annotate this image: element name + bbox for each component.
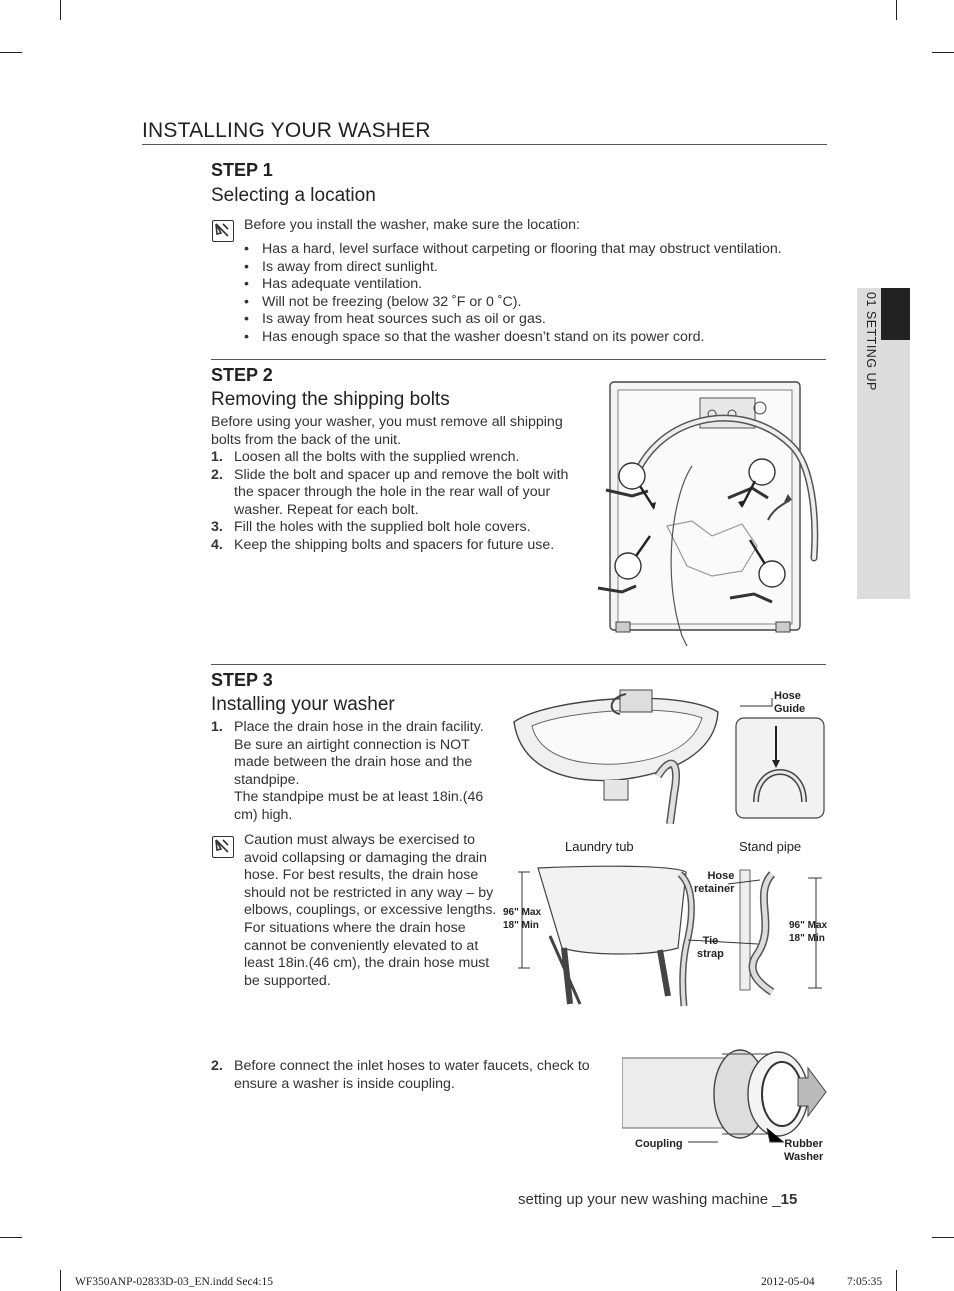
list-item: • Has adequate ventilation.	[244, 276, 824, 294]
note-icon	[212, 220, 234, 242]
step3-item1-text-b: The standpipe must be at least 18in.(46 cm) high.	[234, 789, 484, 823]
step3-item1	[211, 719, 491, 825]
step3-item1-text-a: Place the drain hose in the drain facility. Be sure an airtight connection is NOT made between the drain hose and the standpipe.	[234, 719, 484, 788]
section-divider	[211, 359, 826, 360]
step3-item2-text: Before connect the inlet hoses to water faucets, check to ensure a washer is inside coupling.	[234, 1058, 590, 1092]
step2-intro: Before using your washer, you must remove all shipping bolts from the back of the unit.	[211, 414, 563, 448]
step2-label: STEP 2	[211, 365, 273, 385]
list-item: 2. Slide the bolt and spacer up and remove the bolt with the spacer through the hole in the rear wall of your washer. Repeat for each bolt.	[211, 466, 569, 518]
print-slug-date: 2012-05-04	[761, 1276, 815, 1288]
step1-note-intro: Before you install the washer, make sure the location:	[244, 217, 580, 233]
crop-mark	[0, 52, 22, 53]
crop-mark	[60, 1270, 61, 1291]
caution-note: Caution must always be exercised to avoid collapsing or damaging the drain hose. For best results, the drain hose should not be restricted in any way – by elbows, couplings, or excessive lengths. For situations where the drain hose cannot be conveniently elevated to at least 18in.(46 cm), the drain hose must be supported.	[244, 832, 497, 989]
side-tab-label: 01 SETTING UP	[864, 292, 878, 391]
step-number: 2.	[211, 1058, 223, 1074]
stand-pipe-caption: Stand pipe	[739, 839, 802, 854]
height-range-label: 96" Max 18" Min	[503, 907, 542, 931]
print-slug-file: WF350ANP-02833D-03_EN.indd Sec4:15	[75, 1276, 274, 1288]
print-slug-time: 7:05:35	[847, 1276, 883, 1288]
step-number: 1.	[211, 719, 223, 735]
tie-strap-label: Tie strap	[697, 935, 724, 960]
crop-mark	[896, 1270, 897, 1291]
page-number: 15	[780, 1191, 798, 1208]
list-item: • Will not be freezing (below 32 ˚F or 0 ˚C).	[244, 294, 824, 312]
section-divider	[211, 664, 826, 665]
coupling-illustration	[622, 1048, 828, 1144]
note-icon	[212, 836, 234, 858]
crop-mark	[60, 0, 61, 20]
list-item: • Is away from heat sources such as oil or gas.	[244, 311, 824, 329]
list-item: 3. Fill the holes with the supplied bolt hole covers.	[211, 519, 531, 536]
step3-label: STEP 3	[211, 670, 273, 690]
title-divider	[142, 144, 827, 145]
step3-subtitle: Installing your washer	[211, 694, 395, 715]
crop-mark	[932, 52, 954, 53]
hose-guide-label: Hose Guide	[774, 690, 806, 715]
crop-mark	[896, 0, 897, 20]
rubber-washer-label: Rubber Washer	[784, 1138, 824, 1163]
step3-item2	[211, 1058, 606, 1093]
step2-instructions	[211, 449, 581, 555]
step1-subtitle: Selecting a location	[211, 185, 376, 206]
crop-mark	[0, 1237, 22, 1238]
sink-illustration	[508, 684, 723, 824]
laundry-tub-caption: Laundry tub	[565, 839, 634, 854]
hose-retainer-label: Hose retainer	[694, 870, 735, 895]
step1-label: STEP 1	[211, 160, 273, 180]
washer-back-illustration	[592, 376, 822, 658]
height-range-label: 96" Max 18" Min	[789, 920, 828, 944]
coupling-label: Coupling	[635, 1138, 683, 1150]
step2-subtitle: Removing the shipping bolts	[211, 389, 450, 410]
location-requirements-list	[244, 241, 824, 347]
list-item: 1. Loosen all the bolts with the supplied wrench.	[211, 449, 520, 465]
crop-mark	[932, 1237, 954, 1238]
side-tab-marker	[881, 288, 910, 340]
hose-guide-inset	[734, 692, 828, 822]
list-item: • Has enough space so that the washer doesn’t stand on its power cord.	[244, 329, 824, 347]
list-item: • Is away from direct sunlight.	[244, 259, 824, 277]
page-title: INSTALLING YOUR WASHER	[142, 119, 431, 142]
list-item: 4. Keep the shipping bolts and spacers for future use.	[211, 536, 555, 553]
list-item: • Has a hard, level surface without carpeting or flooring that may obstruct ventilation.	[244, 241, 824, 259]
drain-options-illustration	[510, 856, 828, 1008]
page-footer: setting up your new washing machine _15	[518, 1191, 798, 1208]
